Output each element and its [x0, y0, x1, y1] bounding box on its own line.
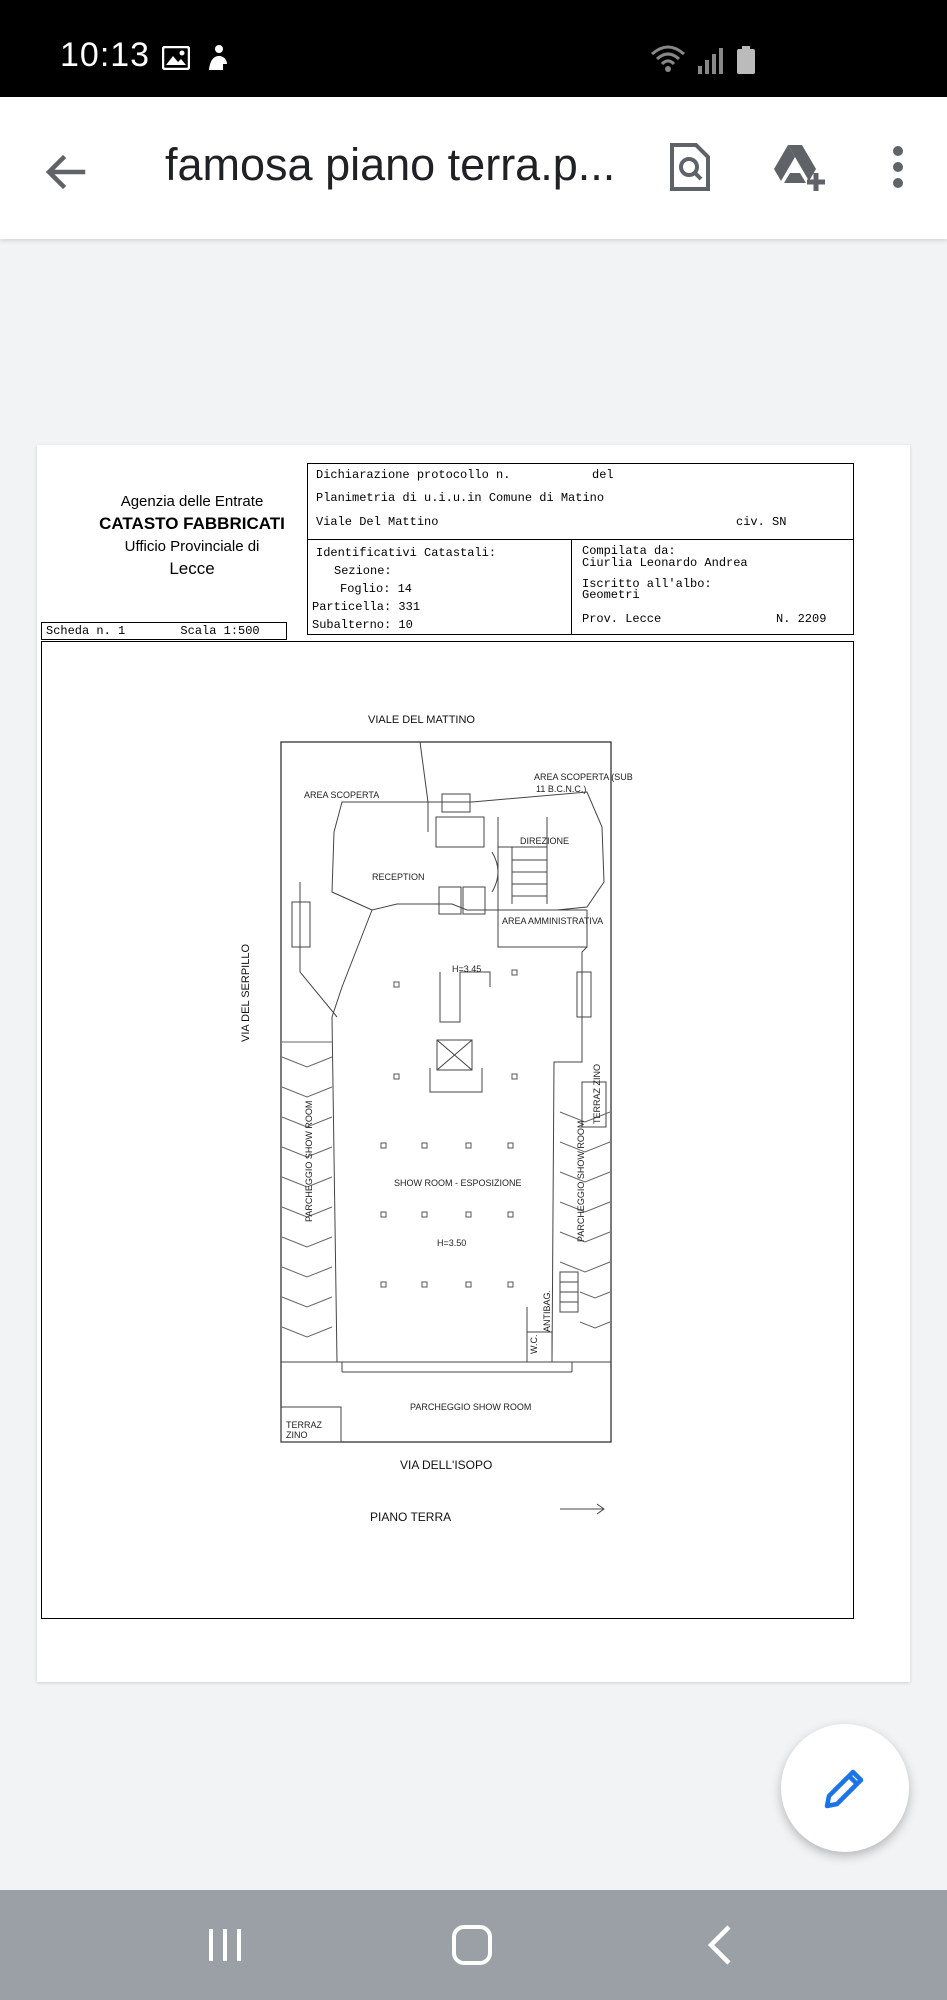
terraz-zino-right-label: TERRAZ ZINO: [592, 1064, 602, 1124]
back-icon: [705, 1923, 735, 1967]
find-in-page-icon: [668, 141, 712, 193]
agency-block: [67, 493, 317, 579]
header-top: [308, 464, 853, 540]
terraz-zino-label: TERRAZ ZINO: [286, 1420, 322, 1440]
ufficio-city: Lecce: [169, 559, 215, 578]
parcheggio-left-label: PARCHEGGIO SHOW ROOM: [304, 1100, 314, 1222]
direzione-label: DIREZIONE: [520, 836, 570, 846]
protocol-label: Dichiarazione protocollo n.: [316, 468, 511, 482]
home-button[interactable]: [437, 1915, 507, 1975]
street-bottom-label: VIA DELL'ISOPO: [400, 1458, 493, 1472]
wc-label: W.C.: [529, 1334, 539, 1354]
identificativi-label: Identificativi Catastali:: [316, 546, 497, 560]
catasto-title: CATASTO FABBRICATI: [99, 514, 285, 533]
numero-label: N. 2209: [776, 612, 827, 626]
sezione-label: Sezione:: [334, 564, 392, 578]
document-page[interactable]: [37, 445, 910, 1682]
antibagno-label: ANTIBAG.: [542, 1289, 552, 1332]
foglio-label: Foglio: 14: [340, 582, 413, 596]
street-left-label: VIA DEL SERPILLO: [240, 943, 252, 1042]
back-button[interactable]: [30, 137, 100, 207]
protocol-del: del: [592, 468, 614, 482]
nav-back-button[interactable]: [685, 1915, 755, 1975]
status-time: 10:13: [60, 36, 151, 74]
parcheggio-bottom-label: PARCHEGGIO SHOW ROOM: [410, 1402, 532, 1412]
compilata-label: Compilata da:: [582, 544, 676, 558]
albo-value: Geometri: [582, 588, 640, 602]
person-icon: [206, 44, 230, 72]
floor-label: PIANO TERRA: [370, 1510, 452, 1524]
status-bar: [0, 0, 947, 97]
signal-icon: [696, 46, 724, 74]
subalterno-label: Subalterno: 10: [312, 618, 413, 632]
iscritto-label: Iscritto all'albo:: [582, 577, 712, 591]
height-label-2: H=3.50: [437, 1238, 467, 1248]
prov-label: Prov. Lecce: [582, 612, 662, 626]
area-scoperta-label: AREA SCOPERTA: [304, 790, 380, 800]
edit-button[interactable]: [781, 1724, 909, 1852]
street-top-label: VIALE DEL MATTINO: [368, 714, 475, 726]
wifi-icon: [650, 44, 686, 74]
edit-pencil-icon: [821, 1764, 869, 1812]
home-icon: [450, 1923, 494, 1967]
area-scoperta-sub2-label: 11 B.C.N.C.): [536, 784, 587, 794]
scala-label: Scala 1:500: [180, 624, 260, 638]
recents-icon: [205, 1925, 245, 1965]
header-identificativi: [308, 540, 572, 634]
drive-add-icon: [772, 143, 828, 191]
floor-plan: [41, 641, 854, 1619]
find-in-page-button[interactable]: [655, 132, 725, 202]
ufficio-label: Ufficio Provinciale di: [124, 538, 260, 555]
header-compilata: [572, 540, 853, 634]
particella-label: Particella: 331: [312, 600, 421, 614]
more-vert-icon: [892, 145, 904, 189]
planimetria-label: Planimetria di u.i.u.in Comune di Matino: [316, 491, 605, 505]
height-label-1: H=3.45: [452, 964, 482, 974]
agency-name: Agenzia delle Entrate: [120, 493, 264, 510]
compilatore-name: Ciurlia Leonardo Andrea: [582, 556, 748, 570]
header-box: [307, 463, 854, 635]
area-amministrativa-label: AREA AMMINISTRATIVA: [502, 916, 604, 926]
recents-button[interactable]: [190, 1920, 260, 1970]
parcheggio-right-label: PARCHEGGIO SHOW ROOM: [576, 1120, 586, 1242]
scheda-box: [41, 622, 287, 640]
address-label: Viale Del Mattino: [316, 515, 439, 529]
app-bar: [0, 97, 947, 239]
battery-icon: [737, 46, 755, 74]
civ-label: civ. SN: [736, 515, 787, 529]
more-options-button[interactable]: [873, 132, 923, 202]
area-scoperta-sub-label: AREA SCOPERTA (SUB: [534, 772, 633, 782]
reception-label: RECEPTION: [372, 872, 425, 882]
gallery-icon: [162, 46, 190, 70]
back-arrow-icon: [43, 150, 87, 194]
scheda-label: Scheda n. 1: [46, 624, 126, 638]
show-room-label: SHOW ROOM - ESPOSIZIONE: [394, 1178, 522, 1188]
add-to-drive-button[interactable]: [765, 132, 835, 202]
system-nav-bar: [0, 1890, 947, 2000]
document-title: famosa piano terra.p...: [165, 139, 616, 190]
